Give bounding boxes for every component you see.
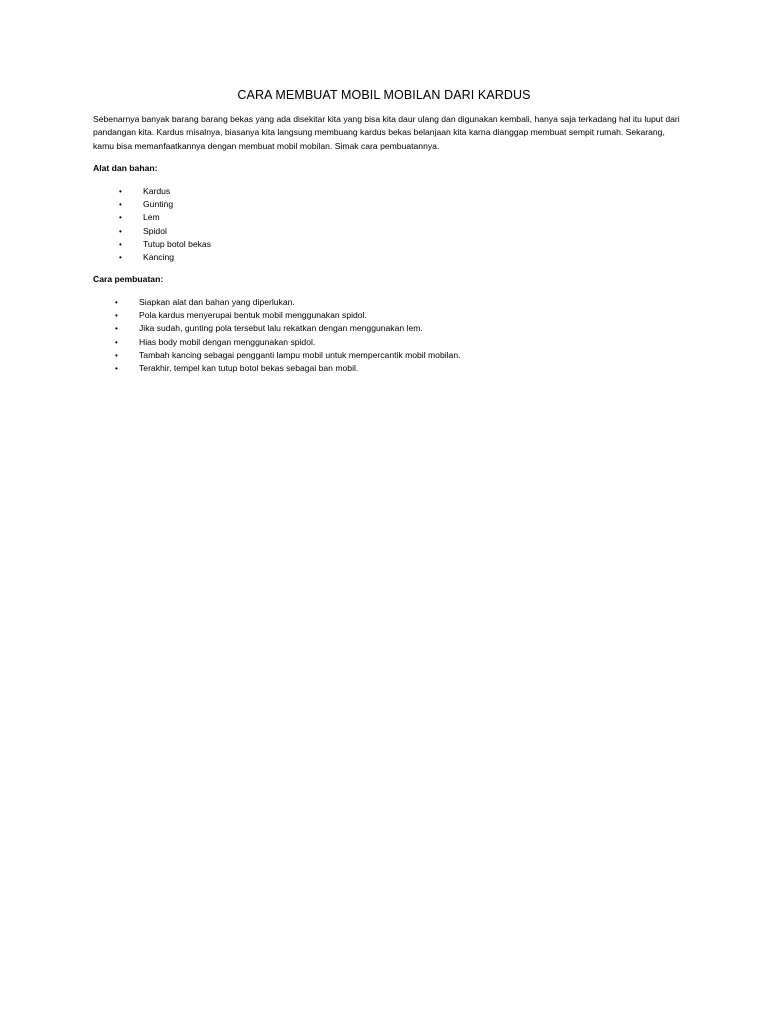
- bullet-icon: •: [119, 200, 122, 210]
- bullet-icon: •: [119, 187, 122, 196]
- bullet-icon: •: [119, 252, 122, 262]
- material-text: Spidol: [143, 225, 167, 236]
- step-text: Terakhir, tempel kan tutup botol bekas sebagai ban mobil.: [139, 362, 359, 373]
- material-text: Kancing: [143, 251, 175, 262]
- step-text: Jika sudah, gunting pola tersebut lalu rekatkan dengan menggunakan lem.: [139, 323, 423, 334]
- bullet-icon: •: [115, 350, 118, 360]
- material-text: Kardus: [143, 186, 171, 196]
- bullet-icon: •: [119, 239, 122, 249]
- step-text: Hias body mobil dengan menggunakan spidol.: [139, 336, 316, 347]
- bullet-icon: •: [115, 363, 118, 373]
- material-text: Lem: [143, 212, 160, 223]
- bullet-icon: •: [119, 213, 122, 223]
- material-text: Tutup botol bekas: [143, 238, 211, 249]
- step-text: Siapkan alat dan bahan yang diperlukan.: [139, 297, 295, 307]
- step-text: Pola kardus menyerupai bentuk mobil menggunakan spidol.: [139, 310, 367, 321]
- step-text: Tambah kancing sebagai pengganti lampu mobil untuk mempercantik mobil mobilan.: [139, 349, 461, 360]
- bullet-icon: •: [115, 298, 118, 307]
- intro-paragraph: Sebenarnya banyak barang barang bekas yang ada disekitar kita yang bisa kita daur ulang dan digunakan kembali, hanya saja terkadang hal itu luput dari pandangan kita. Kardus misalnya, biasanya kita langsung membuang kardus bekas belanjaan kita karna dianggap membuat sempit rumah. Sekarang, kamu bisa memanfaatkannya dengan membuat mobil mobilan. Simak cara pembuatannya.: [93, 114, 680, 151]
- bullet-icon: •: [115, 337, 118, 347]
- bullet-icon: •: [119, 226, 122, 236]
- bullet-icon: •: [115, 324, 118, 334]
- document-title: CARA MEMBUAT MOBIL MOBILAN DARI KARDUS: [237, 88, 531, 102]
- material-text: Gunting: [143, 199, 174, 210]
- steps-heading: Cara pembuatan:: [93, 274, 164, 284]
- materials-heading: Alat dan bahan:: [93, 163, 158, 173]
- bullet-icon: •: [115, 311, 118, 321]
